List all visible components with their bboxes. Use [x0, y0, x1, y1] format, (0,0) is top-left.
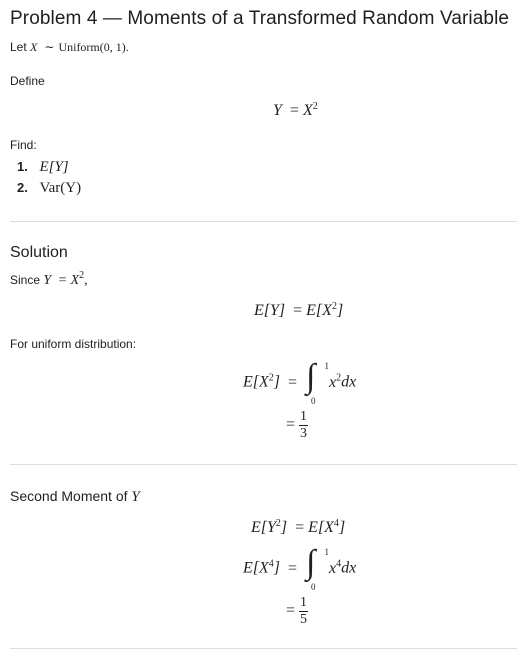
list-item: [17, 158, 81, 179]
fraction-one-third: [299, 410, 308, 441]
fraction-denominator: 5: [300, 612, 308, 627]
eq2-integrand-exponent: 2: [336, 372, 342, 384]
eq6-eq-sign: =: [286, 602, 296, 620]
eq1-rhs-prefix: E[X: [306, 302, 332, 319]
eq4-eq-sign: =: [295, 519, 305, 536]
eq5-integrand-exponent: 4: [336, 558, 342, 570]
eq1-exponent: 2: [331, 301, 337, 312]
integral-lower-limit: 0: [311, 396, 316, 406]
eq5-lhs-suffix: ]: [273, 559, 281, 577]
let-var-x: X: [30, 40, 38, 54]
uniform-dist: Uniform(0, 1).: [58, 40, 129, 54]
second-moment-heading: [10, 488, 140, 506]
fraction-numerator: 1: [300, 409, 308, 424]
equation-integral-x2: [243, 358, 357, 406]
fraction-numerator: 1: [300, 595, 308, 610]
define-x: X: [302, 102, 313, 119]
since-comma: ,: [84, 273, 88, 288]
divider: [10, 648, 517, 649]
equation-expectation: [254, 302, 343, 320]
since-expression: [43, 270, 88, 288]
eq4-lhs-prefix: E[Y: [251, 519, 276, 536]
divider: [10, 464, 517, 465]
eq5-eq-sign: =: [288, 559, 298, 577]
eq5-integrand-var: x: [329, 559, 337, 577]
integral-lower-limit: 0: [311, 582, 316, 592]
eq2-lhs-prefix: E[X: [243, 373, 269, 391]
eq4-rhs-exponent: 4: [333, 518, 339, 529]
integral-symbol: ∫: [306, 544, 316, 581]
fraction-one-fifth: [299, 596, 308, 627]
since-eq-sign: =: [58, 273, 67, 288]
find-list: [17, 158, 81, 200]
equation-result-fifth: [286, 596, 308, 627]
eq2-eq-sign: =: [288, 373, 298, 391]
let-prefix: Let: [10, 40, 27, 54]
list-item-expr: Var(Y): [39, 180, 82, 196]
eq4-rhs-prefix: E[X: [308, 519, 334, 536]
tilde-operator: ∼: [44, 40, 55, 54]
fraction-denominator: 3: [300, 426, 308, 441]
eq2-integrand-var: x: [329, 373, 337, 391]
eq1-eq-sign: =: [293, 302, 303, 319]
list-item-expr: E[Y]: [39, 159, 69, 175]
integral-sign: [305, 358, 330, 406]
eq1-lhs: E[Y]: [254, 302, 286, 319]
uniform-label: For uniform distribution:: [10, 337, 137, 351]
eq4-lhs-exponent: 2: [275, 518, 281, 529]
find-label: Find:: [10, 138, 37, 152]
eq4-rhs-suffix: ]: [338, 519, 346, 536]
since-exponent: 2: [79, 270, 85, 281]
define-eq-sign: =: [289, 102, 299, 119]
define-exponent: 2: [312, 101, 318, 112]
equation-integral-x4: [243, 544, 357, 592]
integral-upper-limit: 1: [324, 547, 330, 557]
second-moment-heading-text: Second Moment of: [10, 488, 128, 504]
define-y: Y: [273, 102, 282, 119]
eq2-lhs-exponent: 2: [268, 372, 274, 384]
eq3-eq-sign: =: [286, 416, 296, 434]
integral-upper-limit: 1: [324, 361, 330, 371]
let-line: [10, 39, 129, 55]
since-y: Y: [43, 273, 52, 288]
equation-result-third: [286, 410, 308, 441]
define-label: Define: [10, 74, 45, 88]
second-moment-heading-var: Y: [131, 489, 140, 505]
solution-heading: Solution: [10, 244, 68, 261]
equation-second-moment: [251, 519, 345, 537]
eq5-dx: dx: [341, 559, 357, 577]
eq4-lhs-suffix: ]: [280, 519, 288, 536]
eq2-dx: dx: [341, 373, 357, 391]
eq2-lhs-suffix: ]: [273, 373, 281, 391]
list-item-number: 1.: [17, 159, 28, 174]
list-item-number: 2.: [17, 180, 28, 195]
define-equation: [273, 102, 318, 120]
eq5-lhs-exponent: 4: [268, 558, 274, 570]
list-item: [17, 179, 81, 200]
since-x: X: [70, 273, 80, 288]
eq5-lhs-prefix: E[X: [243, 559, 269, 577]
let-expression: [30, 40, 129, 54]
integral-symbol: ∫: [306, 358, 316, 395]
since-line: [10, 272, 88, 289]
divider: [10, 221, 517, 222]
eq1-rhs-suffix: ]: [336, 302, 344, 319]
integral-sign: [305, 544, 330, 592]
page-title: Problem 4 — Moments of a Transformed Random Variable: [10, 8, 510, 29]
since-prefix: Since: [10, 273, 41, 287]
